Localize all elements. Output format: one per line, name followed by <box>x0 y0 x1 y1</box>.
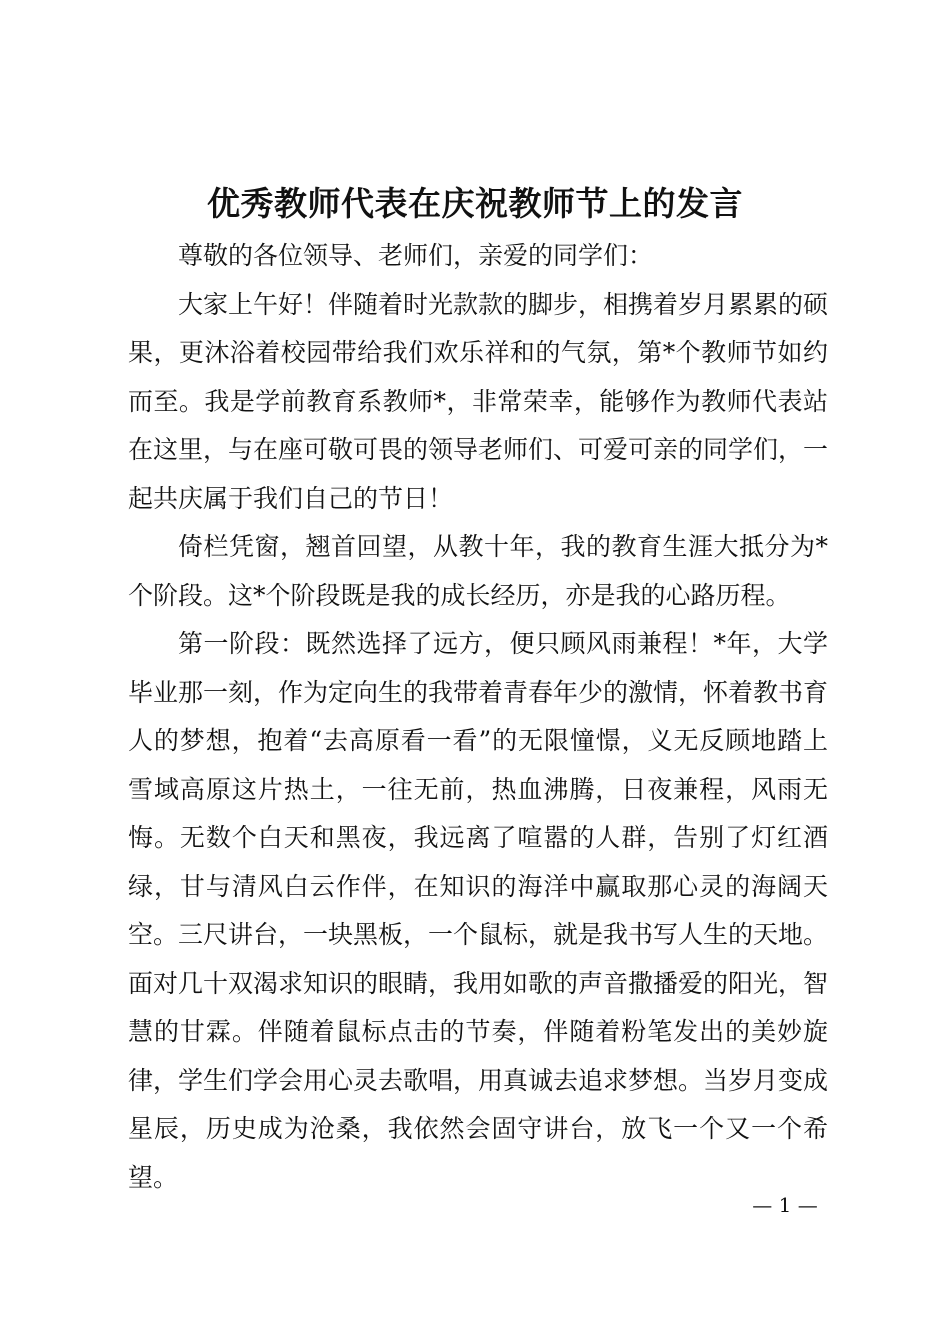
document-body <box>128 232 828 1202</box>
body-paragraph: 大家上午好！伴随着时光款款的脚步，相携着岁月累累的硕果，更沐浴着校园带给我们欢乐祥和的气氛，第*个教师节如约而至。我是学前教育系教师*，非常荣幸，能够作为教师代表站在这里，与在座可敬可畏的领导老师们、可爱可亲的同学们，一起共庆属于我们自己的节日！ <box>128 289 829 513</box>
document-title: 优秀教师代表在庆祝教师节上的发言 <box>207 184 743 223</box>
page-number: — 1 — <box>752 1193 818 1217</box>
body-paragraph: 倚栏凭窗，翘首回望，从教十年，我的教育生涯大抵分为*个阶段。这*个阶段既是我的成长经历，亦是我的心路历程。 <box>128 532 828 610</box>
salutation-paragraph: 尊敬的各位领导、老师们，亲爱的同学们： <box>178 241 654 270</box>
body-paragraph: 第一阶段：既然选择了远方，便只顾风雨兼程！*年，大学毕业那一刻，作为定向生的我带着青春年少的激情，怀着教书育人的梦想，抱着“去高原看一看”的无限憧憬，义无反顾地踏上雪域高原这片热土，一往无前，热血沸腾，日夜兼程，风雨无悔。无数个白天和黑夜，我远离了喧嚣的人群，告别了灯红酒绿，甘与清风白云作伴，在知识的海洋中赢取那心灵的海阔天空。三尺讲台，一块黑板，一个鼠标，就是我书写人生的天地。面对几十双渴求知识的眼睛，我用如歌的声音撒播爱的阳光，智慧的甘霖。伴随着鼠标点击的节奏，伴随着粉笔发出的美妙旋律，学生们学会用心灵去歌唱，用真诚去追求梦想。当岁月变成星辰，历史成为沧桑，我依然会固守讲台，放飞一个又一个希望。 <box>128 629 829 1192</box>
